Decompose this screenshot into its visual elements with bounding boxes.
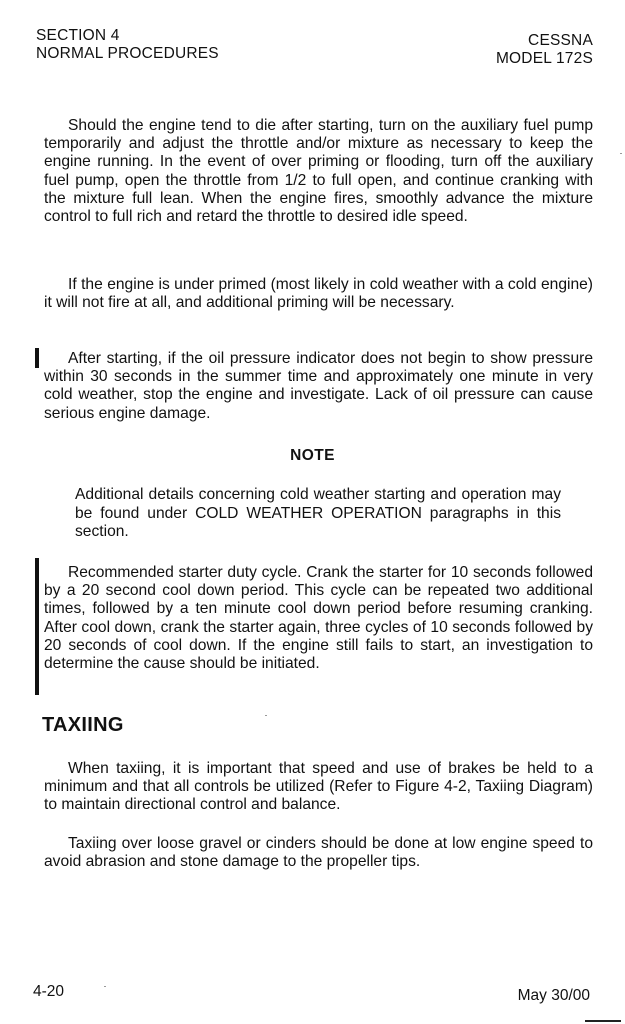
page-header-right: [496, 32, 593, 68]
scan-speck: [620, 153, 622, 154]
manufacturer-name: CESSNA: [528, 32, 593, 49]
aircraft-model: MODEL 172S: [495, 50, 593, 67]
revision-date: May 30/00: [517, 987, 590, 1004]
section-heading-taxiing: TAXIING: [42, 714, 124, 736]
section-number: SECTION 4: [36, 27, 120, 44]
page-number: 4-20: [33, 983, 65, 1000]
scan-edge-mark: [585, 1020, 621, 1022]
revision-bar: [35, 558, 39, 695]
paragraph-taxiing-speed: When taxiing, it is important that speed and use of brakes be held to a minimum and that all controls be utilized (Refer to Figure 4-2, Taxiing Diagram) to maintain directional control and balance.: [44, 760, 593, 814]
scan-speck: [265, 715, 267, 716]
section-name: NORMAL PROCEDURES: [36, 45, 219, 62]
note-body: Additional details concerning cold weather starting and operation may be found under COLD WEATHER OPERATION paragraphs in this section.: [75, 486, 561, 540]
scan-speck: [104, 986, 106, 987]
paragraph-loose-gravel: Taxiing over loose gravel or cinders should be done at low engine speed to avoid abrasion and stone damage to the propeller tips.: [44, 835, 593, 871]
paragraph-starter-duty-cycle: Recommended starter duty cycle. Crank the starter for 10 seconds followed by a 20 second cool down period. This cycle can be repeated two additional times, followed by a ten minute cool down period before resuming cranking. After cool down, crank the starter again, three cycles of 10 seconds followed by 20 seconds of cool down. If the engine still fails to start, an investigation to determine the cause should be initiated.: [44, 564, 593, 673]
paragraph-oil-pressure: After starting, if the oil pressure indicator does not begin to show pressure within 30 seconds in the summer time and approximately one minute in very cold weather, stop the engine and investigate. Lack of oil pressure can cause serious engine damage.: [44, 350, 593, 422]
note-heading: NOTE: [290, 447, 335, 464]
revision-bar: [35, 348, 39, 368]
paragraph-under-primed: If the engine is under primed (most likely in cold weather with a cold engine) it will not fire at all, and additional priming will be necessary.: [44, 276, 593, 312]
page-header-left: [36, 27, 219, 63]
paragraph-engine-dies: Should the engine tend to die after starting, turn on the auxiliary fuel pump temporarily and adjust the throttle and/or mixture as necessary to keep the engine running. In the event of over priming or flooding, turn off the auxiliary fuel pump, open the throttle from 1/2 to full open, and continue cranking with the mixture full lean. When the engine fires, smoothly advance the mixture control to full rich and retard the throttle to desired idle speed.: [44, 117, 593, 226]
